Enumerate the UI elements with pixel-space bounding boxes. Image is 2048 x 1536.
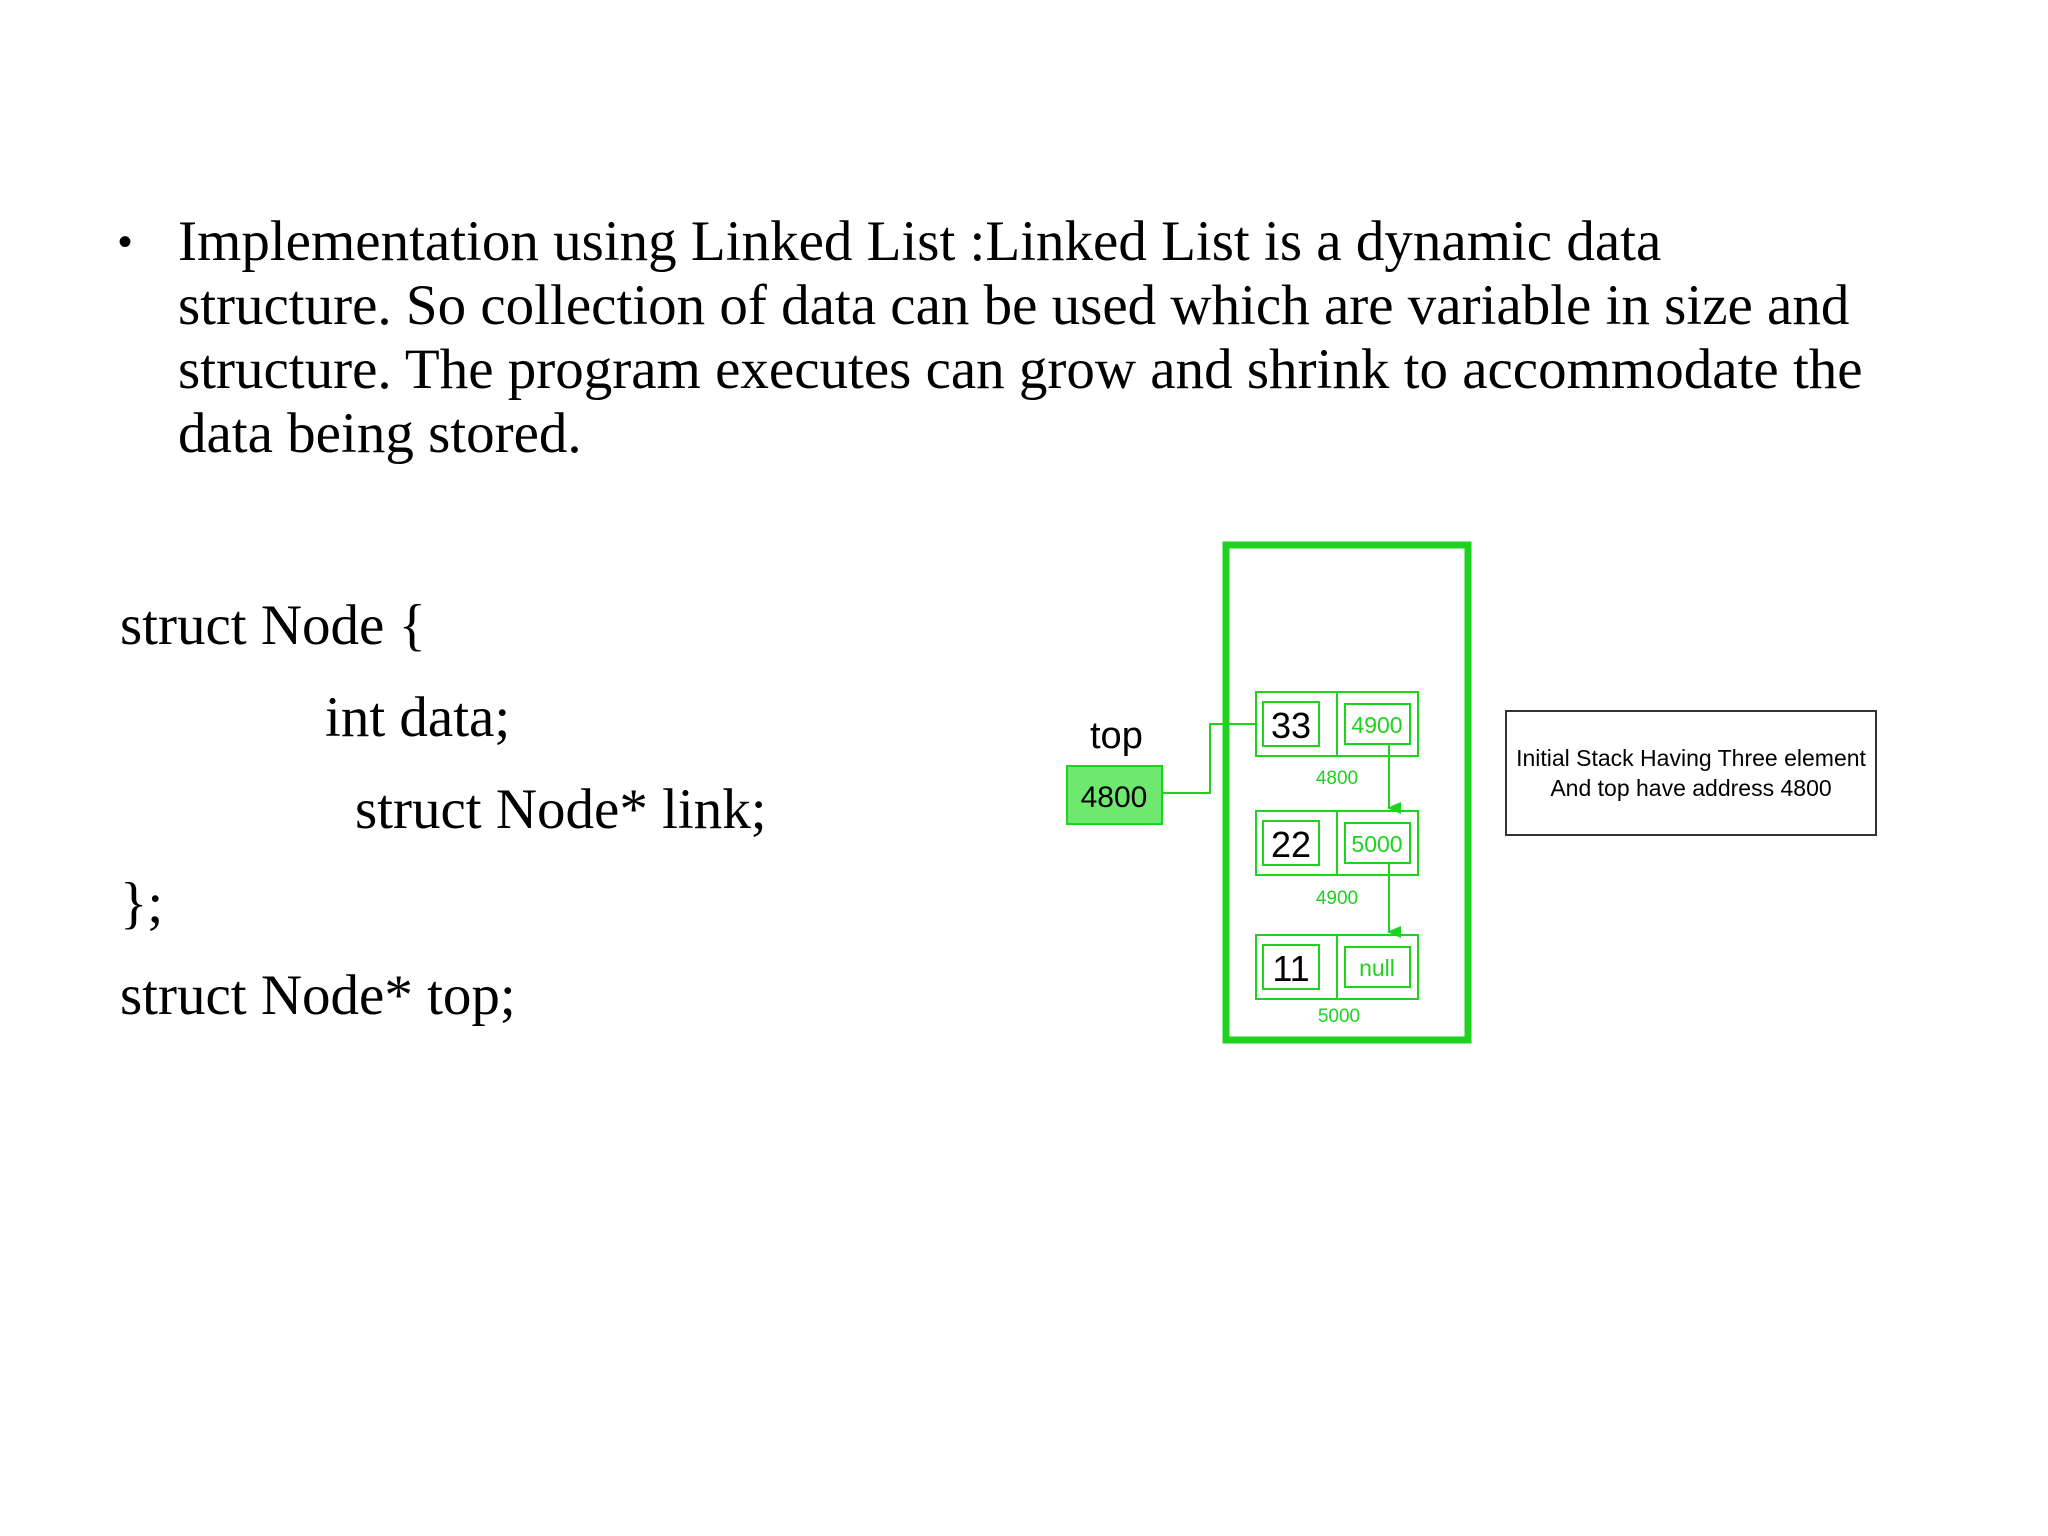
node-link-value: 4900 [1351,712,1403,738]
caption-line-2: And top have address 4800 [1550,775,1832,801]
stack-node [1256,692,1418,789]
node-link-value: null [1359,955,1395,981]
code-line-struct-close: }; [120,872,164,935]
node-data-value: 33 [1270,705,1312,746]
node-link-value: 5000 [1351,831,1403,857]
stack-node [1256,935,1418,1027]
caption-box [1506,711,1876,835]
bullet-marker: • [118,220,133,264]
caption-line-1: Initial Stack Having Three element [1516,745,1866,771]
stack-node [1256,811,1418,909]
top-connector-line [1162,724,1256,793]
bullet-paragraph [110,210,1870,466]
bullet-text: Implementation using Linked List :Linked List is a dynamic data structure. So collection of data can be used which are variable in size and structure. The program executes can grow and shrink to accommodate the data being stored. [178,210,1863,465]
top-pointer-value: 4800 [1080,781,1148,814]
node-address: 4900 [1315,888,1359,909]
node-address: 5000 [1317,1006,1361,1027]
node-data-value: 11 [1272,948,1310,989]
node-data-value: 22 [1270,824,1312,865]
code-line-link: struct Node* link; [355,778,767,841]
top-label: top [1090,715,1143,757]
code-line-int-data: int data; [325,686,511,749]
stack-diagram [1040,530,1940,1060]
stack-diagram-svg [1040,530,1940,1060]
node-address: 4800 [1315,768,1359,789]
code-line-top-decl: struct Node* top; [120,964,516,1027]
code-line-struct-open: struct Node { [120,594,426,657]
